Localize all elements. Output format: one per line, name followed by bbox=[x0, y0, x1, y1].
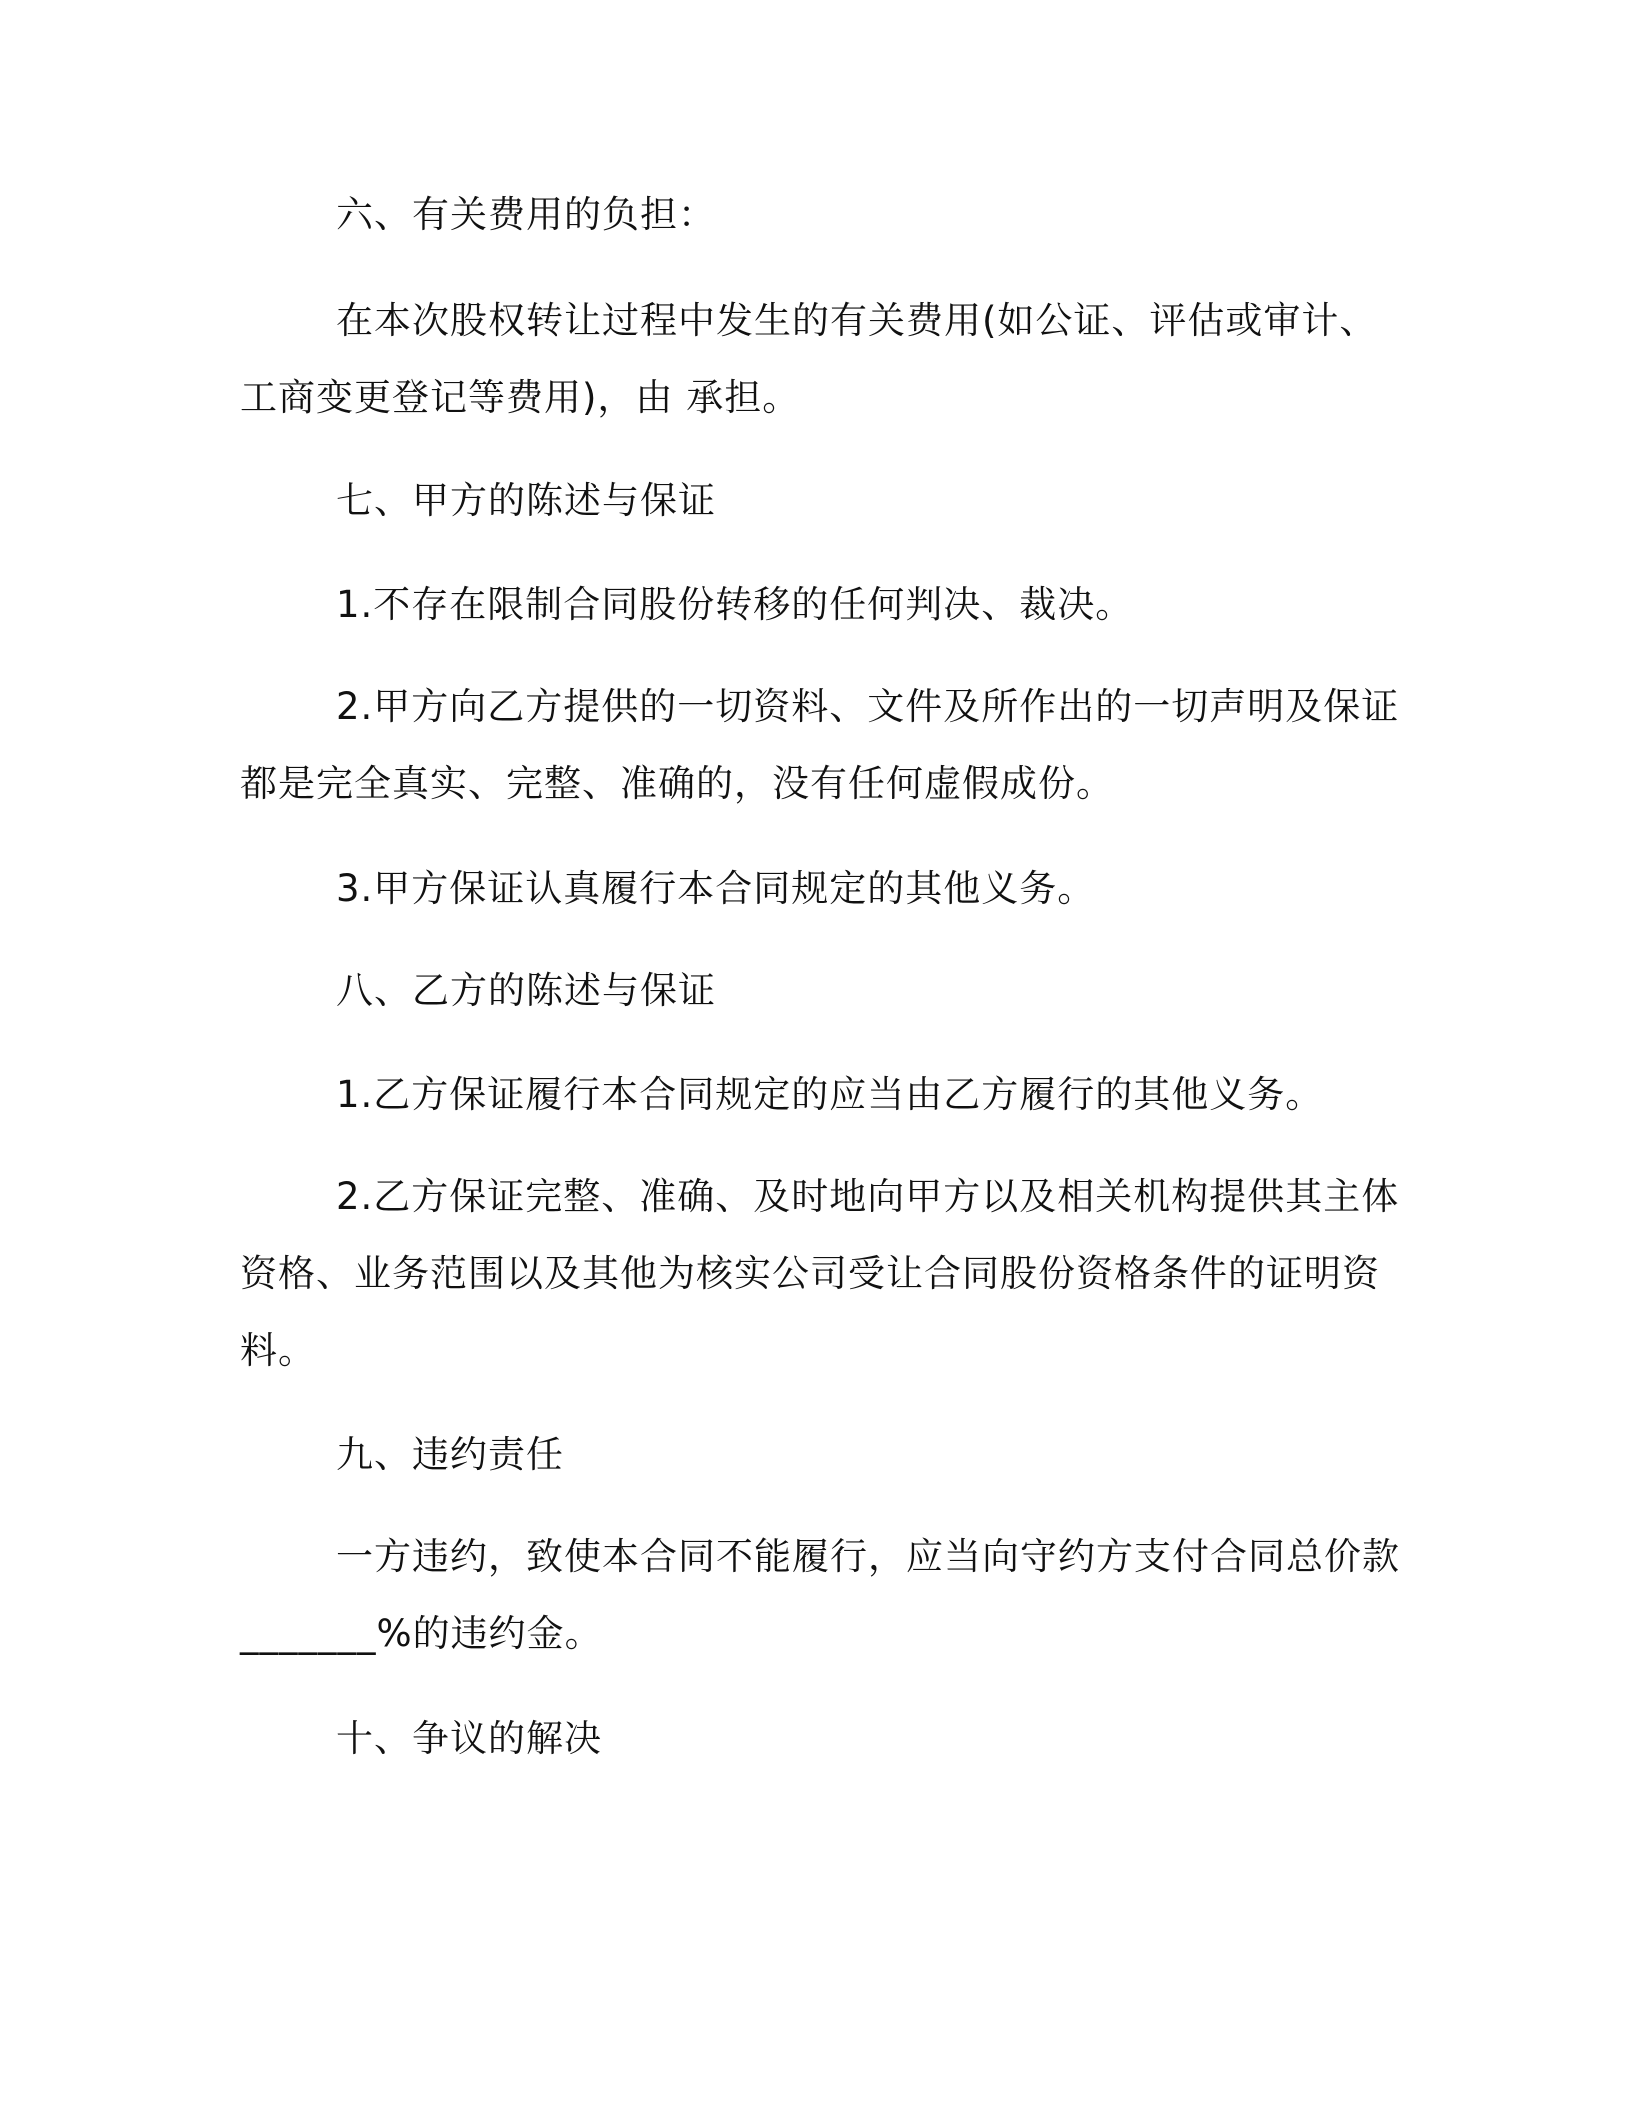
text-line: 料。 bbox=[240, 1329, 316, 1372]
section-7-item-2 bbox=[240, 668, 1400, 822]
text-line: 一方违约，致使本合同不能履行，应当向守约方支付合同总价款 bbox=[336, 1535, 1400, 1578]
text-line: 2.甲方向乙方提供的一切资料、文件及所作出的一切声明及保证 bbox=[336, 685, 1400, 728]
text-line: 九、违约责任 bbox=[336, 1433, 564, 1476]
section-7-item-1 bbox=[240, 566, 1390, 643]
section-8-item-2 bbox=[240, 1158, 1400, 1389]
text-line: 在本次股权转让过程中发生的有关费用(如公证、评估或审计、 bbox=[336, 299, 1378, 342]
text-line: 七、甲方的陈述与保证 bbox=[336, 479, 716, 522]
text-line: 十、争议的解决 bbox=[336, 1717, 602, 1760]
text-line: 1.乙方保证履行本合同规定的应当由乙方履行的其他义务。 bbox=[336, 1073, 1324, 1116]
text-line: 都是完全真实、完整、准确的，没有任何虚假成份。 bbox=[240, 762, 1114, 805]
text-line: 六、有关费用的负担： bbox=[336, 193, 716, 236]
section-10-heading bbox=[240, 1700, 1390, 1777]
section-9-heading bbox=[240, 1416, 1390, 1493]
section-7-heading bbox=[240, 462, 1390, 539]
text-line: 3.甲方保证认真履行本合同规定的其他义务。 bbox=[336, 867, 1096, 910]
section-8-item-1 bbox=[240, 1056, 1390, 1133]
text-line: 资格、业务范围以及其他为核实公司受让合同股份资格条件的证明资 bbox=[240, 1252, 1380, 1295]
text-line: 工商变更登记等费用)，由 承担。 bbox=[240, 376, 801, 419]
text-line: 2.乙方保证完整、准确、及时地向甲方以及相关机构提供其主体 bbox=[336, 1175, 1400, 1218]
section-6-heading bbox=[240, 176, 1390, 253]
section-7-item-3 bbox=[240, 850, 1390, 927]
text-line: 八、乙方的陈述与保证 bbox=[336, 969, 716, 1012]
text-line: 1.不存在限制合同股份转移的任何判决、裁决。 bbox=[336, 583, 1134, 626]
section-6-body bbox=[240, 282, 1390, 436]
text-line: _______%的违约金。 bbox=[240, 1612, 603, 1655]
section-9-body bbox=[240, 1518, 1400, 1672]
section-8-heading bbox=[240, 952, 1390, 1029]
